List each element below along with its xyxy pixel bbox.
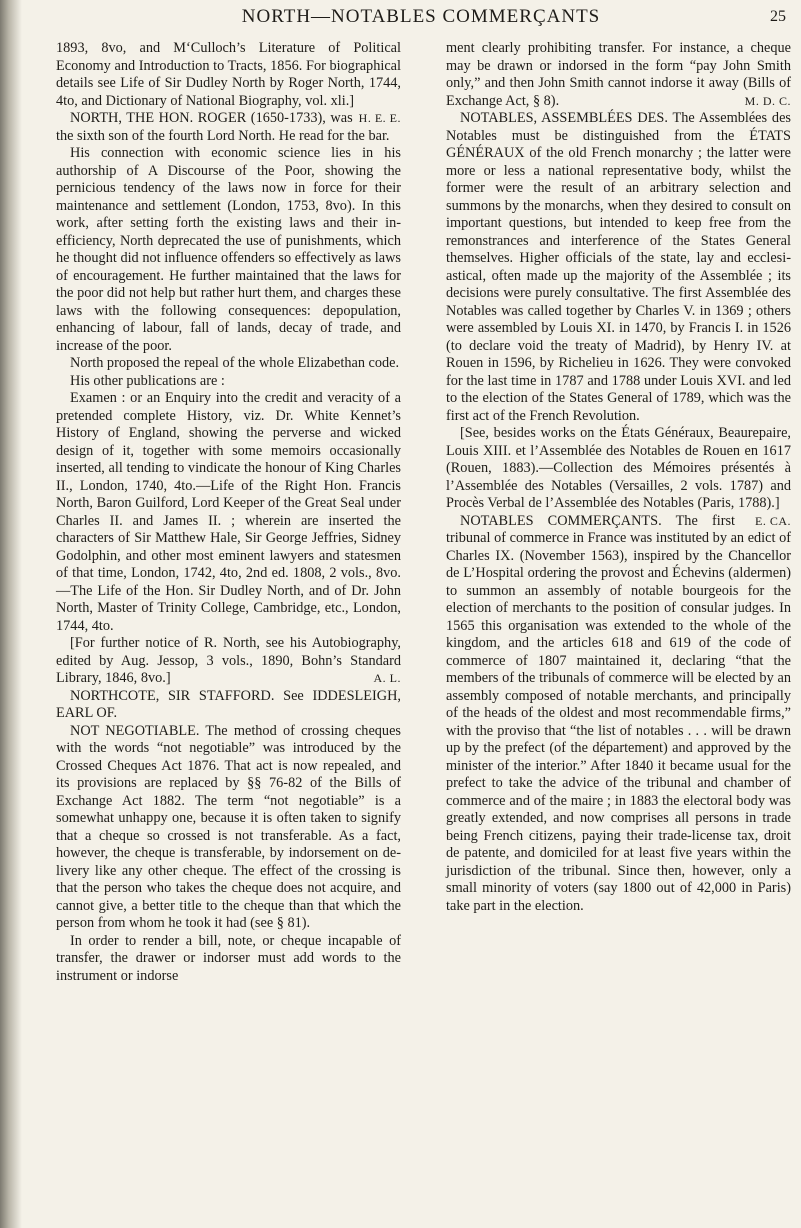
right-column	[446, 40, 791, 915]
paragraph: In order to render a bill, note, or cheque incapable of transfer, the drawer or indorser must add words to the instrument or indorse	[56, 932, 401, 984]
paragraph-text: [For further notice of R. North, see his Autobiography, edited by Aug. Jessop, 3 vols., 1890, Bohn’s Standard Library, 1846, 8vo.]	[56, 635, 401, 686]
entry-not-negotiable: NOT NEGOTIABLE. The method of crossing cheques with the words “not negotiable” was introduced by the Crossed Cheques Act 1876. That act is now repealed, and its provisions are replaced by §§ 76-82 of the Bills of Exchange Act 1882. The term “not negotiable” is a somewhat unhappy one, because it is often taken to signify that a cheque so crossed is not transferable. As a fact, however, the cheque is transferable, by indorsement on delivery like any other cheque. The effect of the crossing is that the person who takes the cheque does not acquire, and cannot give, a better title to the cheque than that which the person from whom he took it had (see § 81).	[56, 722, 401, 931]
paragraph: His connection with economic science lies in his authorship of A Discourse of the Poor, showing the pernicious tendency of the laws now in force for their maintenance and settlement (London, 1753, 8vo). In this work, after setting forth the existing laws and their inefficiency, North deprecated the use of punishments, which he thought did not influence offenders so effectively as laws of encouragement. He further maintained that the laws for the poor did not help but rather hurt them, and charges these laws with the following consequences: depopulation, enhancing of labour, fall of lands, decay of trade, and increase of the poor.	[56, 145, 401, 354]
entry-northcote: NORTHCOTE, SIR STAFFORD. See IDDESLEIGH, EARL OF.	[56, 687, 401, 721]
left-column	[56, 40, 401, 985]
paragraph-text: ment clearly prohibiting transfer. For instance, a cheque may be drawn or indorsed in the form “pay John Smith only,” and then John Smith cannot indorse it away (Bills of Exchange Act, § 8).	[446, 40, 791, 109]
paragraph	[446, 40, 791, 110]
page-header	[56, 6, 786, 34]
binding-shadow	[0, 0, 22, 1228]
entry-notables-commercants: NOTABLES COMMERÇANTS. The first tribunal of commerce in France was instituted by an edict of Charles IX. (November 1563), inspired by the Chancellor de L’Hospital ordering the provost and Échevins (aldermen) to summon an assembly of notable bourgeois for the election of merchants to the position of consular judges. In 1565 this organisation was extended to the whole of the kingdom, and the articles 618 and 619 of the code of commerce of 1807 maintained it, declaring “that the members of the tribunals of commerce will be elected by an assembly composed of notable merchants, and principally of the heads of the oldest and most recommendable firms,” with the proviso that “the list of notables . . . will be drawn up by the prefect (of the département) and approved by the minister of the interior.” After 1840 it became usual for the prefect to take the advice of the tribunal and chamber of commerce and of the maire ; in 1883 the electoral body was greatly extended, and now comprises all persons in trade being French citizens, paying their trade-license tax, droit de patente, and domiciled for at least five years within the jurisdiction of the tribunal. Since then, however, only a small minority of voters (say 1800 out of 42,000 in Paris) take part in the election.	[446, 512, 791, 914]
author-signature: H. E. E.	[358, 111, 401, 125]
author-signature: M. D. C.	[744, 93, 791, 108]
entry-notables-assemblees: NOTABLES, ASSEMBLÉES DES. The Assemblées des Notables must be distinguished from the ÉTATS GÉNÉRAUX of the old French monarchy ; the latter were more or less a national representative body, whilst the former were the result of an arbitrary selection and summons by the monarchs, when they desired to consult on important questions, but intended to keep free from the remonstrances and interference of the States General themselves. Higher officials of the state, lay and ecclesiastical, often made up the majority of the Assemblée ; its decisions were purely consultative. The first Assemblée des Notables was called together by Charles V. in 1369 ; others were assembled by Louis XI. in 1470, by Francis I. in 1526 (to declare void the treaty of Madrid), by Henry IV. at Rouen in 1596, by Richelieu in 1626. They were convoked for the last time in 1787 and 1788 under Louis XVI. and led to the election of the States General of 1789, which was the first act of the French Revolution.	[446, 110, 791, 424]
author-signature: A. L.	[373, 671, 401, 685]
bibliography-note	[56, 635, 401, 688]
paragraph-text: 1893, 8vo, and M‘Culloch’s Literature of Political Economy and Introduction to Tracts, 1856. For biographical details see Life of Sir Dudley North by Roger North, 1744, 4to, and Dictionary of National Biography, vol. xli.]	[56, 40, 401, 109]
paragraph	[56, 40, 401, 125]
running-head: NORTH—NOTABLES COMMERÇANTS	[241, 6, 601, 27]
paragraph-text: [See, besides works on the États Généraux, Beaurepaire, Louis XIII. et l’Assemblée des Notables de Rouen en 1617 (Rouen, 1883).—Collection des Mémoires présentés à l’Assemblée des Notables (Versailles, 2 vols. 1787) and Procès Verbal de l’Assemblée des Notables (Paris, 1788).]	[446, 425, 791, 511]
publications-list: Examen : or an Enquiry into the credit and veracity of a pretended complete History, viz. Dr. White Kennet’s History of England, showing the perverse and wicked design of it, together with some memoirs occasionally inserted, all tending to vindicate the honour of King Charles II., London, 1740, 4to.—Life of the Right Hon. Francis North, Baron Guilford, Lord Keeper of the Great Seal under Charles II. and James II. ; wherein are inserted the characters of Sir Matthew Hale, Sir George Jeffries, Sidney Godolphin, and other most eminent lawyers and statesmen of that time, London, 1742, 4to, 2nd ed. 1808, 2 vols., 8vo. —The Life of the Hon. Sir Dudley North, and of Dr. John North, Master of Trinity College, Cambridge, etc., London, 1744, 4to.	[56, 390, 401, 634]
author-signature: E. CA.	[755, 513, 791, 528]
bibliography-note	[446, 425, 791, 528]
page-number: 25	[770, 8, 786, 25]
paragraph: North proposed the repeal of the whole Elizabethan code.	[70, 355, 400, 371]
entry-north-roger: NORTH, THE HON. ROGER (1650-1733), was the sixth son of the fourth Lord North. He read for the bar.	[56, 110, 390, 144]
paragraph: His other publications are :	[70, 372, 225, 389]
